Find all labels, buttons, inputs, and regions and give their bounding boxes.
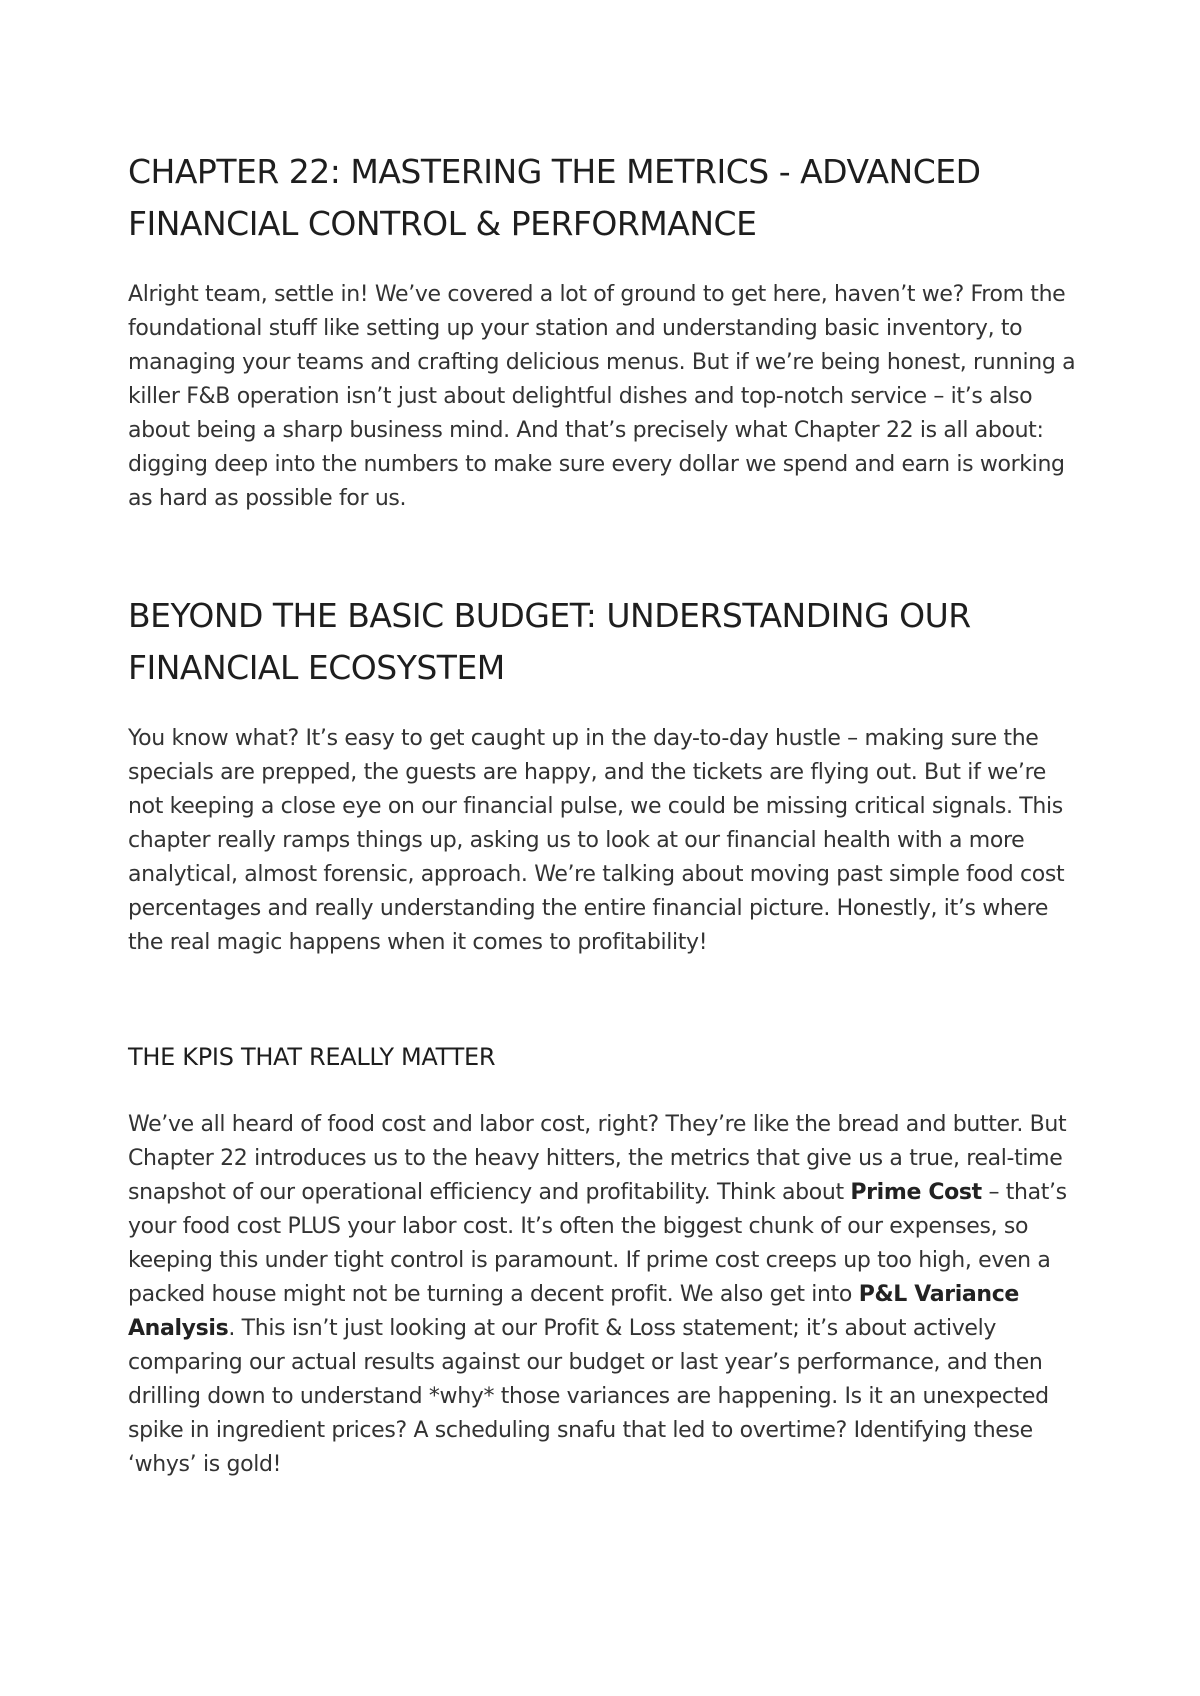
section-body-paragraph: You know what? It’s easy to get caught up in the day-to-day hustle – making sure the specials are prepped, the guests are happy, and the tickets are flying out. But if we’re not keeping a close eye on our financial pulse, we could be missing critical signals. This chapter really ramps things up, asking us to look at our financial health with a more analytical, almost forensic, approach. We’re talking about moving past simple food cost percentages and really understanding the entire financial picture. Honestly, it’s where the real magic happens when it comes to profitability! [128,726,1065,955]
term-prime-cost: Prime Cost [850,1180,982,1205]
chapter-intro-paragraph: Alright team, settle in! We’ve covered a lot of ground to get here, haven’t we? From the foundational stuff like setting up your station and understanding basic inventory, to managing your teams and crafting delicious menus. But if we’re being honest, running a killer F&B operation isn’t just about delightful dishes and top-notch service – it’s also about being a sharp business mind. And that’s precisely what Chapter 22 is all about: digging deep into the numbers to make sure every dollar we spend and earn is working as hard as possible for us. [128,282,1076,511]
term-pl-variance-analysis: P&L Variance Analysis [128,1282,1020,1341]
subsection-body-text-2: – that’s your food cost PLUS your labor cost. It’s often the biggest chunk of our expenses, so keeping this under tight control is paramount. If prime cost creeps up too high, even a packed house might not be turning a decent profit. We also get into [128,1180,1067,1307]
section-title: BEYOND THE BASIC BUDGET: UNDERSTANDING OUR FINANCIAL ECOSYSTEM [128,596,971,687]
subsection-body-text-1: We’ve all heard of food cost and labor cost, right? They’re like the bread and butter. But Chapter 22 introduces us to the heavy hitters, the metrics that give us a true, real-time snapshot of our operational efficiency and profitability. Think about [128,1112,1067,1205]
subsection-title: THE KPIS THAT REALLY MATTER [128,1043,496,1071]
subsection-body-paragraph [128,1108,1083,1482]
document-content [128,146,1083,1482]
subsection-body-text-3: . This isn’t just looking at our Profit & Loss statement; it’s about actively comparing our actual results against our budget or last year’s performance, and then drilling down to understand *why* those variances are happening. Is it an unexpected spike in ingredient prices? A scheduling snafu that led to overtime? Identifying these ‘whys’ is gold! [128,1316,1049,1477]
chapter-title: CHAPTER 22: MASTERING THE METRICS - ADVANCED FINANCIAL CONTROL & PERFORMANCE [128,152,981,243]
